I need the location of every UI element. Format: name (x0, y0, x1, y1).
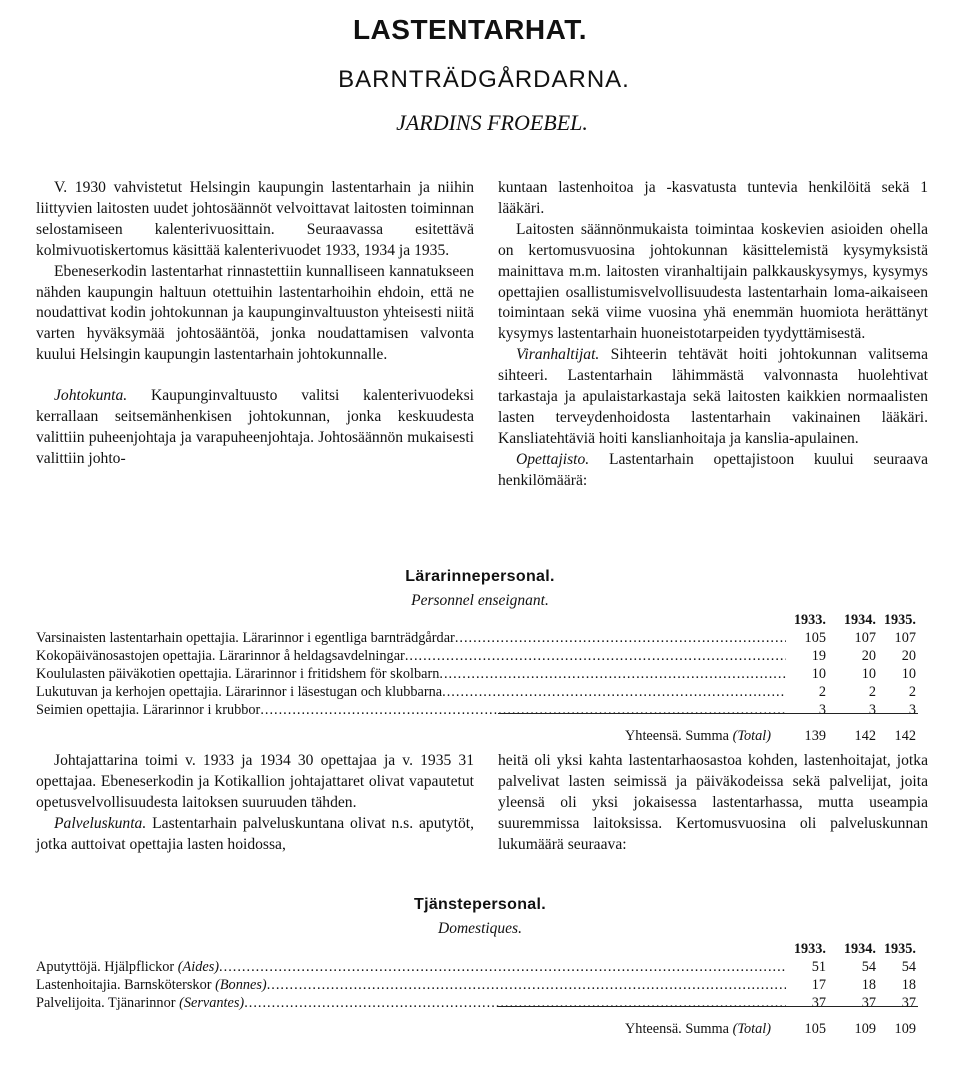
year-1933: 1933. (793, 941, 826, 957)
row-label-text: Palvelijoita. Tjänarinnor (36, 995, 180, 1011)
table2-header (36, 940, 916, 958)
paragraph-palveluskunta-text: Lastentarhain palveluskuntana olivat n.s. aputytöt, jotka auttoivat opettajia lasten hoidossa, (36, 814, 474, 853)
cell-1933: 2 (818, 684, 826, 700)
total-label-text: Yhteensä. Summa (624, 728, 733, 744)
column-left-top (36, 178, 474, 470)
cell-1933: 37 (811, 995, 826, 1011)
paragraph-johtokunta (36, 386, 474, 470)
table-row (36, 994, 916, 1012)
table1-header (36, 611, 916, 629)
cell-1934: 2 (868, 684, 876, 700)
table-row (36, 647, 916, 665)
heading-viranhaltijat: Viranhaltijat. (516, 346, 600, 364)
row-label: Varsinaisten lastentarhain opettajia. Lärarinnor i egentliga barnträdgårdar (36, 630, 455, 646)
paragraph-ebeneser: Ebeneserkodin lastentarhat rinnastettiin kunnalliseen kannatukseen nähden kaupungin haltuun otettuihin lastentarhoihin ehdoin, että ne noudattivat kodin johtokunnan ja kaupunginvaltuuston yhteisesti niitä varten hyväksymää johtosääntöä, jonka noudattamisen valvonta kuului Helsingin kaupungin lastentarhain johtokunnalle. (36, 262, 474, 364)
cell-1933: 105 (804, 630, 826, 646)
total-1935: 109 (894, 1021, 916, 1037)
total-1935: 142 (894, 728, 916, 744)
year-1934: 1934. (843, 612, 876, 628)
paragraph-johtokunta-text: Kaupunginvaltuusto valitsi kalenterivuodeksi kerrallaan seitsemänhenkisen johtokunnan, jonka keskuudesta valittiin puheenjohtaja ja varapuheenjohtaja. Johtosäännön mukaisesti valittiin johto- (36, 387, 474, 467)
year-1935: 1935. (883, 612, 916, 628)
table-row (36, 629, 916, 647)
paragraph-palveluskunta (36, 814, 474, 856)
row-label: Seimien opettajia. Lärarinnor i krubbor (36, 702, 261, 718)
cell-1934: 3 (868, 702, 876, 718)
row-label-text: Aputyttöjä. Hjälpflickor (36, 959, 178, 975)
cell-1935: 10 (901, 666, 916, 682)
paragraph-viranhaltijat (498, 345, 928, 450)
total-label (625, 727, 771, 745)
total-1933: 139 (804, 728, 826, 744)
table-teachers (36, 611, 916, 745)
cell-1934: 54 (861, 959, 876, 975)
cell-1934: 18 (861, 977, 876, 993)
table-row (36, 958, 916, 976)
cell-1935: 20 (901, 648, 916, 664)
total-rule (498, 1006, 918, 1007)
table-row (36, 683, 916, 701)
table1-total-row (36, 727, 916, 745)
cell-1933: 17 (811, 977, 826, 993)
heading-opettajisto: Opettajisto. (516, 450, 590, 468)
cell-1933: 10 (811, 666, 826, 682)
total-rule (498, 713, 918, 714)
cell-1934: 37 (861, 995, 876, 1011)
row-label-foreign: (Aides) (177, 959, 220, 975)
paragraph-asiat: Laitosten säännönmukaista toimintaa koskevien asioiden ohella on kertomusvuosina johtokunnan käsittelemistä kysymyksistä mainittava m.m. laitosten viranhaltijain palkkauskysymys, kysymys opettajien osallistumisvelvollisuudesta lastentarhain loma-aikaiseen toimintaan sekä viime vuosina yhä enemmän huomiota herättänyt kysymys lastentarhain huoneistotarpeiden tyydyttämisestä. (498, 220, 928, 343)
table-domestics (36, 940, 916, 1038)
main-title: LASTENTARHAT. (352, 14, 588, 45)
paragraph-palvelijat: heitä oli yksi kahta lastentarhaosastoa kohden, lastenhoitajat, jotka palvelivat lasten seimissä ja päiväkodeissa sekä palvelijat, joita yleensä oli yksi jokaisessa lastentarhassa, mutta useampia suuremmissa laitoksissa. Kertomusvuosina oli palveluskunnan lukumäärä seuraava: (498, 752, 928, 853)
french-title: JARDINS FROEBEL. (396, 110, 588, 135)
cell-1934: 20 (861, 648, 876, 664)
cell-1934: 10 (861, 666, 876, 682)
table2-subtitle: Domestiques. (438, 920, 522, 937)
cell-1935: 107 (894, 630, 916, 646)
total-label-foreign: (Total) (732, 1021, 771, 1037)
swedish-title: BARNTRÄDGÅRDARNA. (338, 66, 630, 93)
row-label (36, 976, 267, 994)
total-label-foreign: (Total) (732, 728, 771, 744)
table2-title: Tjänstepersonal. (414, 896, 546, 913)
row-label-text: Lastenhoitajia. Barnsköterskor (36, 977, 216, 993)
total-label-text: Yhteensä. Summa (624, 1021, 733, 1037)
table-row (36, 701, 916, 719)
total-label (625, 1020, 771, 1038)
cell-1935: 37 (901, 995, 916, 1011)
heading-johtokunta: Johtokunta. (54, 387, 128, 405)
table-row (36, 665, 916, 683)
paragraph-viranhaltijat-text: Sihteerin tehtävät hoiti johtokunnan valitsema sihteeri. Lastentarhain lähimmästä valvonnasta huolehtivat tarkastaja ja apulaistarkastaja sekä laitosten kaikkien normaalisten lasten terveydenhoidosta lastentarhain vakinainen lääkäri. Kansliatehtäviä hoiti kanslianhoitaja ja kanslia-apulainen. (498, 346, 928, 447)
table1-title: Lärarinnepersonal. (405, 568, 555, 585)
cell-1935: 3 (908, 702, 916, 718)
column-right-top (498, 178, 928, 492)
cell-1935: 54 (901, 959, 916, 975)
year-1933: 1933. (793, 612, 826, 628)
row-label (36, 958, 219, 976)
paragraph-continuation: kuntaan lastenhoitoa ja -kasvatusta tuntevia henkilöitä sekä 1 lääkäri. (498, 179, 928, 217)
cell-1933: 51 (811, 959, 826, 975)
cell-1935: 2 (908, 684, 916, 700)
cell-1933: 19 (811, 648, 826, 664)
total-1934: 109 (854, 1021, 876, 1037)
table2-total-row (36, 1020, 916, 1038)
table1-subtitle: Personnel enseignant. (411, 592, 549, 609)
table-row (36, 976, 916, 994)
row-label-foreign: (Servantes) (179, 995, 245, 1011)
column-left-bottom (36, 751, 474, 856)
total-1934: 142 (854, 728, 876, 744)
row-label-foreign: (Bonnes) (215, 977, 267, 993)
year-1935: 1935. (883, 941, 916, 957)
paragraph-opettajisto-text: Lastentarhain opettajistoon kuului seuraava henkilömäärä: (498, 450, 928, 489)
row-label (36, 994, 244, 1012)
row-label: Koululasten päiväkotien opettajia. Lärarinnor i fritidshem för skolbarn (36, 666, 440, 682)
row-label: Kokopäivänosastojen opettajia. Lärarinnor å heldagsavdelningar (36, 648, 405, 664)
cell-1935: 18 (901, 977, 916, 993)
column-right-bottom (498, 751, 928, 856)
total-1933: 105 (804, 1021, 826, 1037)
paragraph-intro: V. 1930 vahvistetut Helsingin kaupungin lastentarhain ja niihin liittyvien laitosten uudet johtosäännöt velvoittavat laitosten toiminnan selostamiseen kalenterivuosittain. Seuraavassa esitettävä kolmivuotiskertomus käsittää kalenterivuodet 1933, 1934 ja 1935. (36, 179, 474, 259)
cell-1934: 107 (854, 630, 876, 646)
row-label: Lukutuvan ja kerhojen opettajia. Lärarinnor i läsestugan och klubbarna (36, 684, 443, 700)
cell-1933: 3 (818, 702, 826, 718)
year-1934: 1934. (843, 941, 876, 957)
heading-palveluskunta: Palveluskunta. (54, 814, 147, 832)
paragraph-johtajattaret: Johtajattarina toimi v. 1933 ja 1934 30 opettajaa ja v. 1935 31 opettajaa. Ebeneserkodin ja Kotikallion johtajattaret olivat vapautetut opetusvelvollisuudesta laitoksen suuruuden tähden. (36, 752, 474, 811)
paragraph-opettajisto (498, 450, 928, 492)
